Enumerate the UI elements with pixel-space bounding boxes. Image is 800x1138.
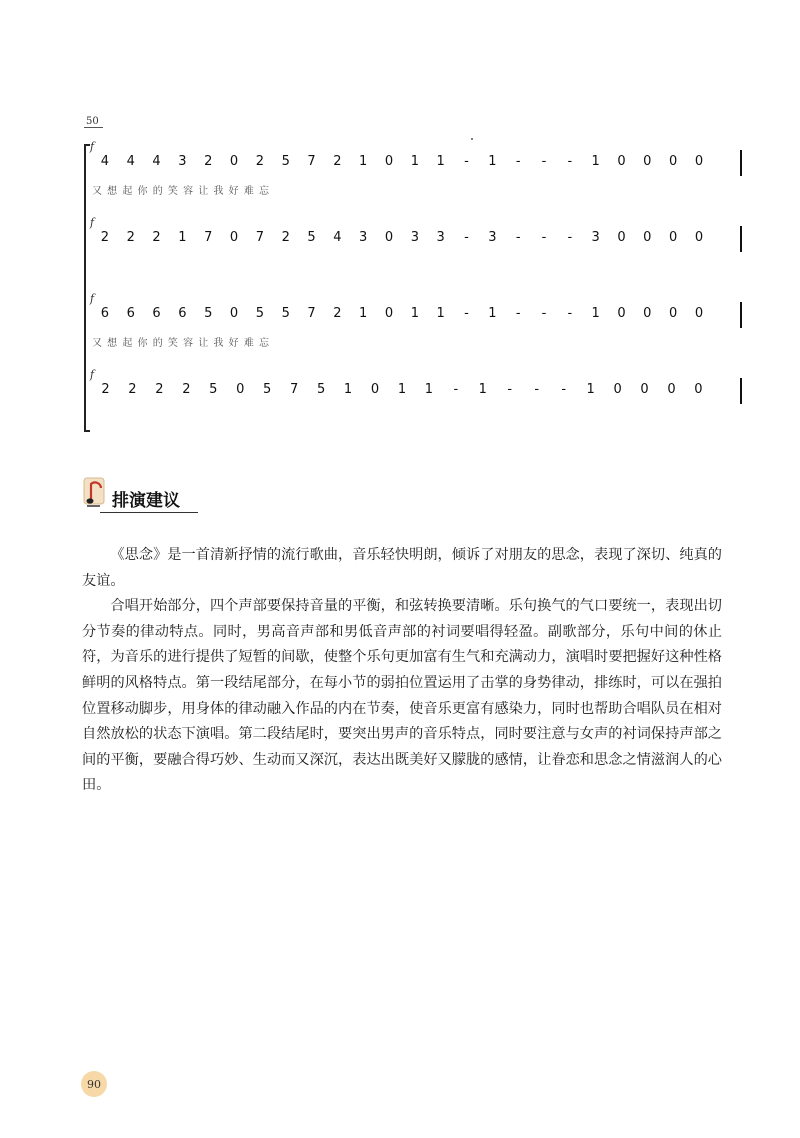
note: - (541, 306, 547, 321)
note: 0 (643, 306, 652, 321)
note: 1 (436, 306, 445, 321)
note: 3 (178, 154, 187, 169)
lyrics-line: 又 想 起 你 的 笑 容 让 我 好 难 忘 (92, 338, 270, 349)
note: - (453, 382, 459, 397)
note: 1 (436, 154, 445, 169)
note: - (507, 382, 513, 397)
note: 2 (100, 230, 110, 245)
note: 4 (333, 230, 342, 245)
section-heading (82, 476, 202, 518)
note: 0 (694, 154, 704, 169)
paragraph: 合唱开始部分，四个声部要保持音量的平衡，和弦转换要清晰。乐句换气的气口要统一，表现出切分节奏的律动特点。同时，男高音声部和男低音声部的衬词要唱得轻盈。副歌部分，乐句中间的休止符，为音乐的进行提供了短暂的间歇，使整个乐句更加富有生气和充满动力，演唱时要把握好这种性格鲜明的风格特点。第一段结尾部分，在每小节的弱拍位置运用了击掌的身势律动，排练时，可以在强拍位置移动脚步，用身体的律动融入作品的内在节奏，使音乐更富有感染力，同时也帮助合唱队员在相对自然放松的状态下演唱。第二段结尾时，要突出男声的音乐特点，同时要注意与女声的衬词保持声部之间的平衡，要融合得巧妙、生动而又深沉，表达出既美好又朦胧的感情，让眷恋和思念之情滋润人的心田。 (82, 598, 722, 794)
note-line (92, 230, 712, 245)
note: 1 (478, 382, 487, 397)
note: 1 (424, 382, 434, 397)
note: 0 (370, 382, 380, 397)
note: - (567, 154, 573, 169)
note: 1 (586, 382, 595, 397)
note: - (541, 154, 547, 169)
note: 5 (281, 306, 290, 321)
note: 0 (384, 306, 394, 321)
note: 2 (333, 306, 342, 321)
note: 1 (178, 230, 187, 245)
note: 0 (384, 230, 394, 245)
note: - (567, 306, 573, 321)
note: 1 (397, 382, 407, 397)
page-number: 90 (81, 1071, 107, 1097)
note: 1 (591, 154, 600, 169)
note: 4 (126, 154, 135, 169)
dynamic-mark: f (90, 216, 95, 229)
note: 5 (204, 306, 213, 321)
note: 6 (152, 306, 161, 321)
barline (740, 226, 742, 252)
note: 0 (229, 154, 239, 169)
body-text (82, 543, 722, 799)
note: 6 (178, 306, 187, 321)
note: 0 (617, 230, 626, 245)
note: 0 (694, 382, 703, 397)
barline (740, 378, 742, 404)
note: 0 (667, 382, 676, 397)
note: 0 (613, 382, 622, 397)
note: 0 (236, 382, 245, 397)
title-underline (100, 512, 198, 513)
dynamic-mark: f (90, 292, 95, 305)
note: 2 (255, 154, 265, 169)
note: 2 (182, 382, 191, 397)
note: - (464, 154, 469, 169)
note: 2 (281, 230, 290, 245)
note: 0 (694, 306, 704, 321)
note: 3 (436, 230, 445, 245)
note: 0 (643, 154, 652, 169)
note: 1 (359, 154, 368, 169)
note: 0 (229, 306, 239, 321)
note: 7 (290, 382, 299, 397)
note: - (561, 382, 567, 397)
note: 0 (668, 230, 678, 245)
note: 2 (126, 230, 135, 245)
lyrics-line: 又 想 起 你 的 笑 容 让 我 好 难 忘 (92, 186, 270, 197)
note: 0 (643, 230, 652, 245)
note: 1 (591, 306, 600, 321)
note: 1 (410, 154, 419, 169)
note: 1 (488, 306, 497, 321)
note: 2 (128, 382, 137, 397)
note: 3 (410, 230, 419, 245)
note: 1 (359, 306, 368, 321)
system-bracket (84, 144, 90, 432)
note: 2 (152, 230, 161, 245)
paragraph: 《思念》是一首清新抒情的流行歌曲，音乐轻快明朗，倾诉了对朋友的思念，表现了深切、纯真的友谊。 (82, 547, 722, 589)
note: 4 (100, 154, 110, 169)
note: 5 (307, 230, 316, 245)
dynamic-mark: f (90, 140, 95, 153)
measure-number: 50 (86, 116, 99, 127)
note: 7 (255, 230, 265, 245)
note: 3 (488, 230, 497, 245)
section-title: 排演建议 (112, 491, 180, 511)
note: 5 (263, 382, 272, 397)
note: 1 (410, 306, 419, 321)
note: 3 (359, 230, 368, 245)
note: 5 (316, 382, 326, 397)
note: - (515, 154, 521, 169)
note: 0 (694, 230, 704, 245)
note-line (92, 382, 712, 397)
note: - (515, 230, 521, 245)
note: 5 (255, 306, 265, 321)
note: 0 (668, 154, 678, 169)
note: 2 (333, 154, 342, 169)
choral-score (78, 112, 740, 430)
note: 0 (617, 154, 626, 169)
note: - (567, 230, 573, 245)
note: 5 (281, 154, 290, 169)
note: 2 (101, 382, 110, 397)
note: - (515, 306, 521, 321)
note: 5 (209, 382, 218, 397)
note: - (464, 306, 469, 321)
barline (740, 150, 742, 176)
score-mark (471, 138, 473, 140)
note: 2 (204, 154, 213, 169)
note: - (534, 382, 540, 397)
note: 2 (155, 382, 164, 397)
note: 0 (668, 306, 678, 321)
music-note-badge-icon (82, 476, 108, 510)
note: - (541, 230, 547, 245)
note: 0 (617, 306, 626, 321)
note: 1 (488, 154, 497, 169)
barline (740, 302, 742, 328)
note: 0 (640, 382, 649, 397)
note: 7 (204, 230, 213, 245)
dynamic-mark: f (90, 368, 95, 381)
note-line (92, 306, 712, 321)
note: - (464, 230, 469, 245)
note: 7 (307, 154, 316, 169)
note: 4 (152, 154, 161, 169)
note: 1 (343, 382, 353, 397)
note-line (92, 154, 712, 169)
note: 6 (126, 306, 135, 321)
note: 6 (100, 306, 110, 321)
note: 3 (591, 230, 600, 245)
note: 7 (307, 306, 316, 321)
note: 0 (229, 230, 239, 245)
note: 0 (384, 154, 394, 169)
